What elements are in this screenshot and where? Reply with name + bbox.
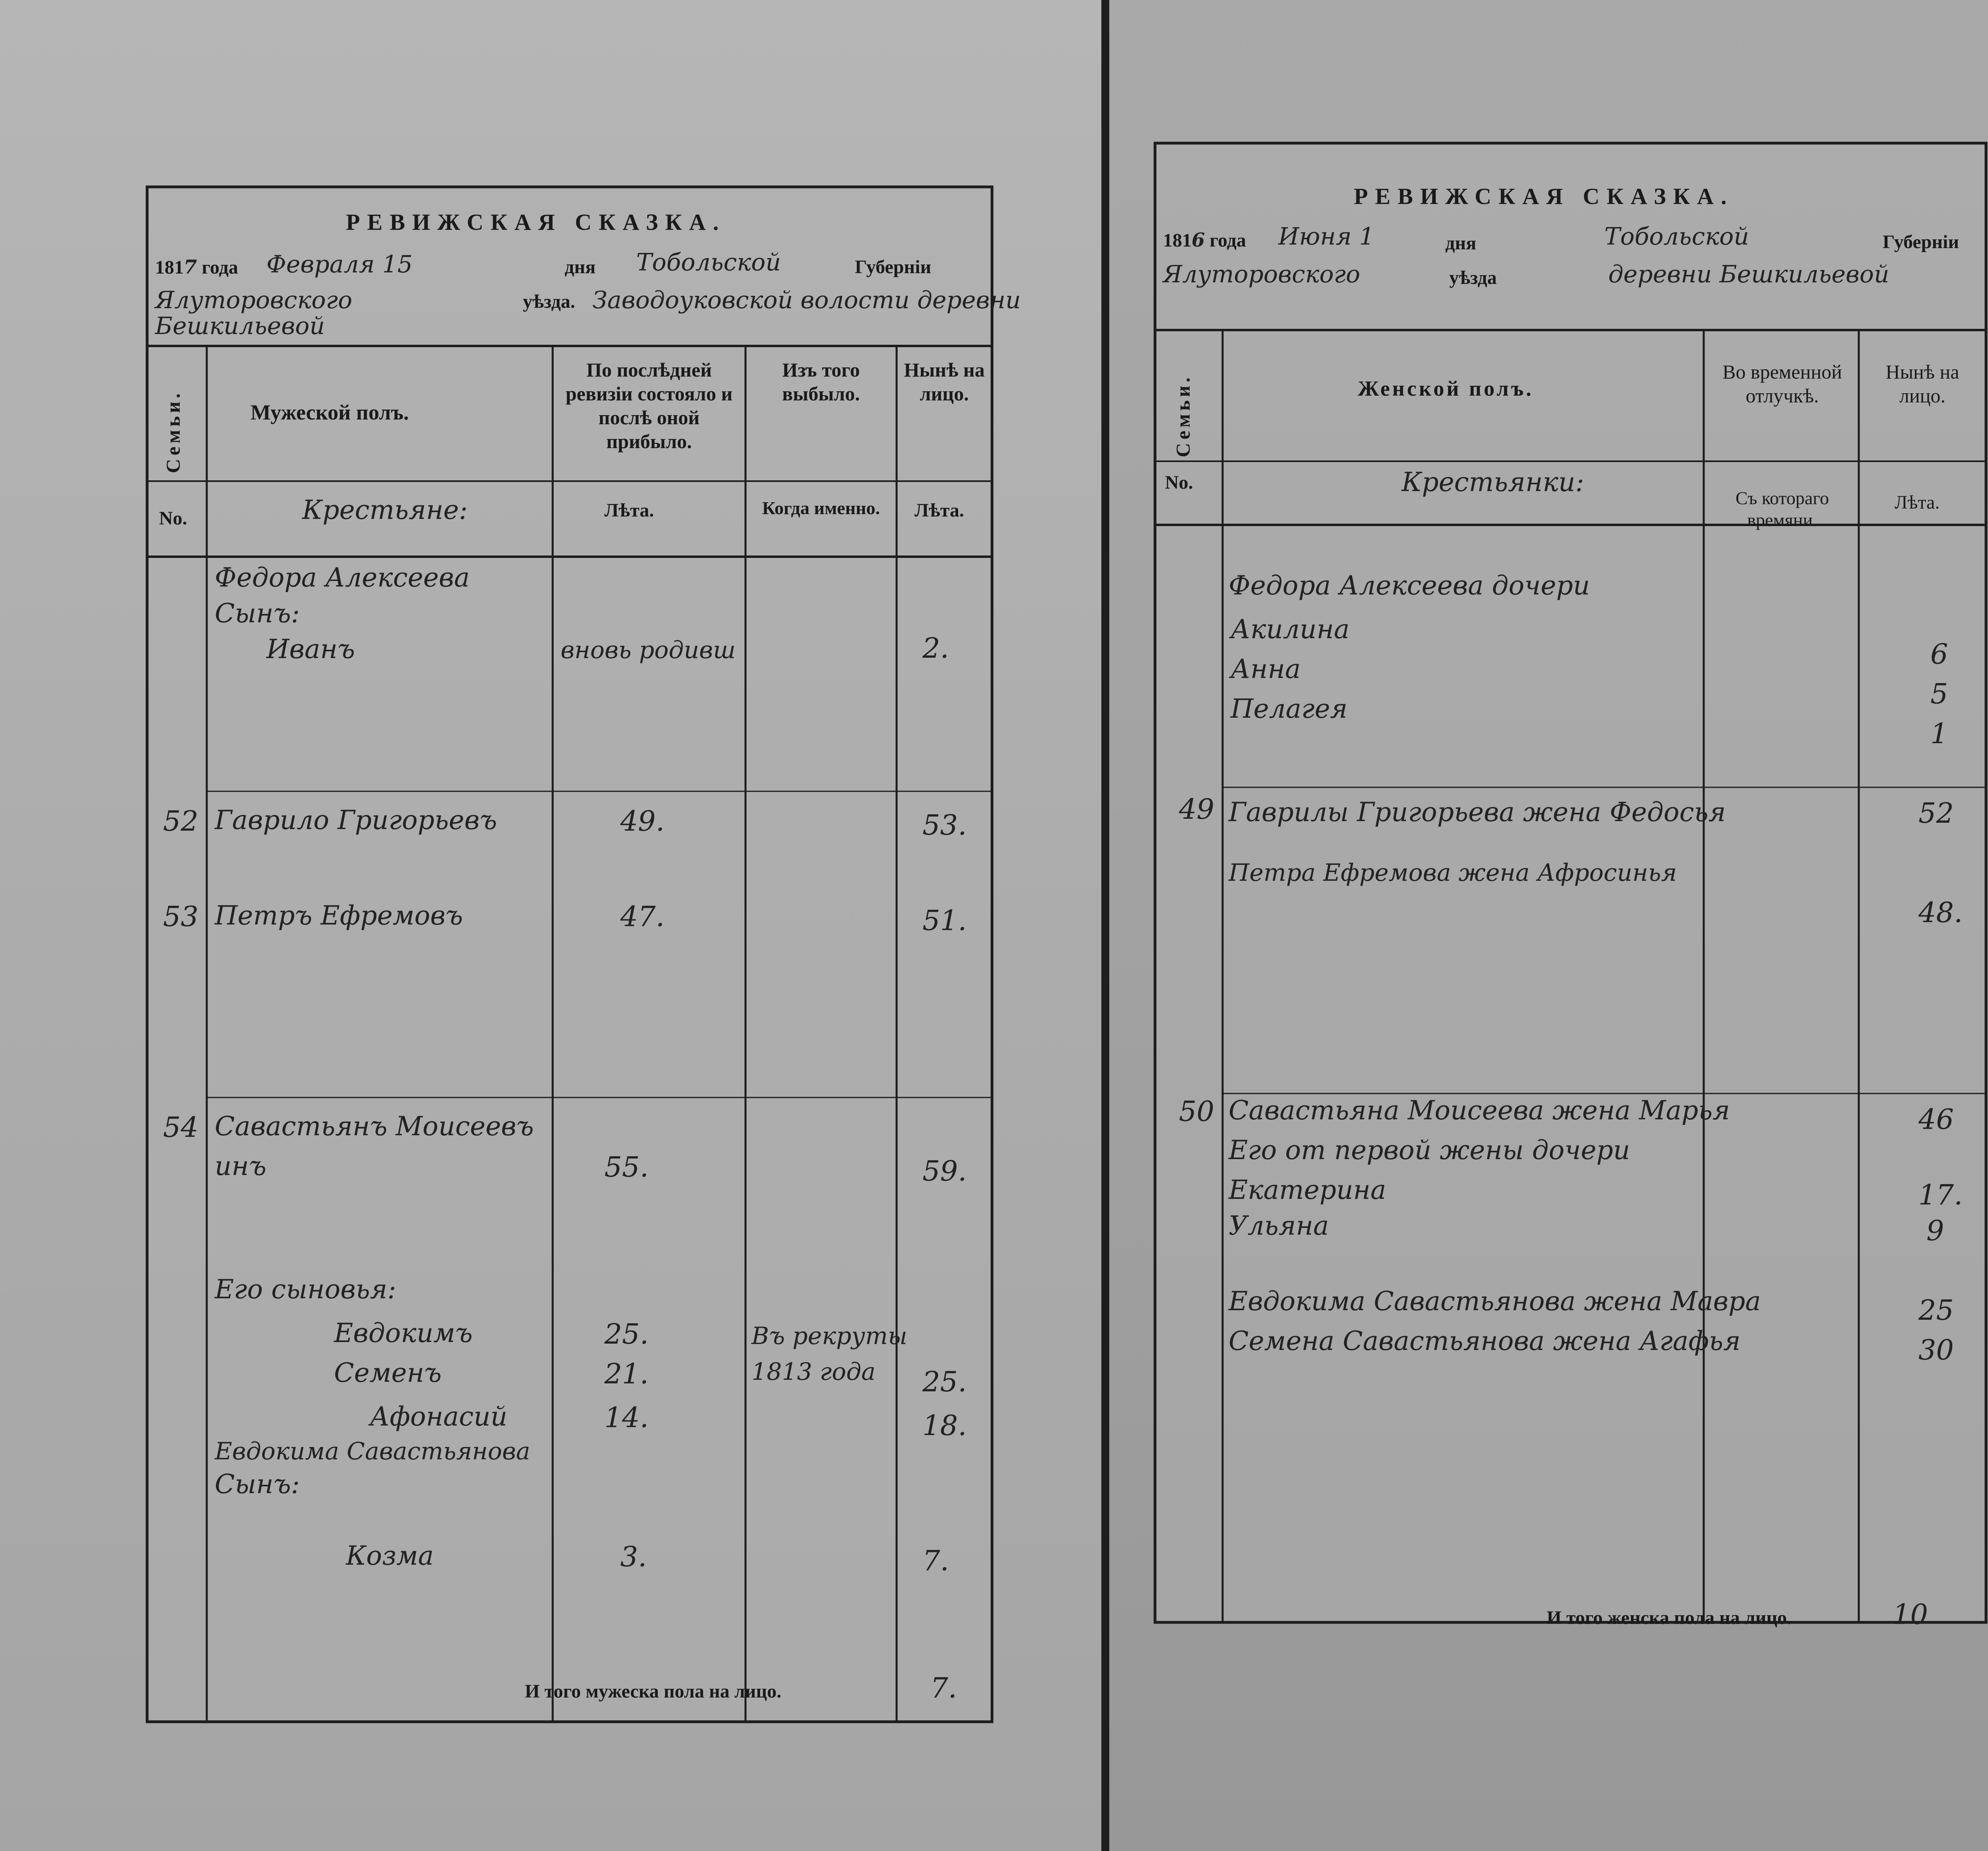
entry-name: Евдокима Савастьянова жена Мавра [1229,1286,1761,1317]
district-handwritten: Ялуторовского [1163,260,1360,288]
entry-now: 59. [922,1155,967,1187]
entry-no: 54 [163,1111,199,1144]
left-revision-form [147,187,1021,1722]
entry-now: 51. [922,904,967,937]
entry-now: 30 [1918,1334,1954,1366]
entry-name: Сынъ: [215,598,300,629]
entry-prev: 3. [620,1540,647,1573]
entry-name: Акилина [1231,614,1350,645]
column-absent: Во временной отлучкѣ. [1722,361,1842,407]
column-left: Изъ того выбыло. [782,359,860,405]
year-word: года [202,257,238,278]
form-title: РЕВИЖСКАЯ СКАЗКА. [1354,183,1734,209]
entry-name: Савастьяна Моисеева жена Марья [1229,1095,1730,1126]
entry-name: Гаврило Григорьевъ [215,805,497,835]
entry-name: Иванъ [266,634,355,664]
entry-now: 7. [922,1544,949,1577]
district-handwritten: Ялуторовского [155,286,352,314]
entry-name: Пелагея [1231,693,1348,724]
entry-now: 18. [922,1409,967,1442]
sub-no: No. [159,508,187,529]
entry-name: Анна [1231,654,1301,684]
column-present: Нынѣ на лицо. [1885,361,1959,407]
right-total-label: И того женска пола на лицо. [1547,1607,1792,1628]
entry-name: Савастьянъ Моисеевъ [215,1111,534,1142]
entry-name: Петра Ефремова жена Афросинья [1229,859,1677,887]
entry-prev: 55. [604,1151,649,1183]
entry-now: 25 [1918,1294,1954,1327]
entry-no: 52 [163,805,199,837]
entry-no: 50 [1179,1095,1215,1128]
entry-now: 25. [922,1365,967,1398]
province-handwritten: Тобольской [1604,223,1749,251]
district-word: уѣзда. [523,291,575,312]
year-word: года [1209,230,1246,251]
sub-estate: Крестьянки: [1402,467,1584,497]
province-word: Губернiи [855,256,932,278]
entry-now: 1 [1930,717,1948,750]
day-word: дня [1445,233,1476,254]
year-prefix: 181 [1163,230,1192,251]
entry-name: Петръ Ефремовъ [215,900,463,931]
year-digit: 7 [184,256,197,278]
sub-years: Лѣта. [1895,492,1940,513]
entry-now: 53. [922,809,967,841]
entry-now: 9 [1926,1214,1944,1247]
province-word: Губернiи [1883,231,1959,252]
year-digit: 6 [1192,229,1205,251]
year-prefix: 181 [155,257,184,278]
village-handwritten: Бешкильевой [155,312,325,340]
entry-name: Гаврилы Григорьева жена Федосья [1229,797,1726,827]
entry-name: Федора Алексеева дочери [1229,570,1590,601]
entry-left: 1813 года [751,1358,876,1386]
entry-now: 52 [1918,797,1954,829]
book-spine [1101,0,1109,1851]
entry-prev: 47. [620,900,665,933]
entry-name: Его сыновья: [215,1274,396,1305]
day-word: дня [565,256,596,278]
entry-prev: 14. [604,1401,649,1434]
entry-no: 53 [163,900,199,933]
entry-now: 48. [1918,896,1963,929]
sub-years2: Лѣта. [914,500,964,521]
entry-name: Афонасий [370,1401,508,1432]
entry-now: 46 [1918,1103,1954,1136]
entry-prev: 25. [604,1318,649,1350]
entry-name: Ульяна [1229,1210,1329,1241]
village-handwritten: деревни Бешкильевой [1608,260,1889,288]
entry-name: Сынъ: [215,1469,300,1499]
sub-estate: Крестьяне: [302,495,468,525]
entry-name: Федора Алексеева [215,562,470,593]
entry-now: 6 [1930,638,1948,670]
volost-handwritten: Заводоуковской волости деревни [592,286,1021,314]
column-gender: Женской полъ. [1358,377,1534,400]
form-title: РЕВИЖСКАЯ СКАЗКА. [346,209,726,235]
entry-name: Его от первой жены дочери [1229,1135,1630,1165]
entry-name: Екатерина [1229,1175,1386,1205]
entry-name: Евдокима Савастьянова [215,1437,530,1465]
column-family: Семьи. [162,390,184,473]
entry-name: Козма [346,1540,434,1571]
entry-name: инъ [215,1151,266,1181]
sub-years: Лѣта. [604,500,654,521]
column-last-revision: По послѣдней ревизiи состояло и послѣ оной прибыло. [565,359,733,453]
entry-prev: вновь родивш [561,636,736,664]
month-handwritten: Июня 1 [1278,223,1375,251]
right-total-value: 10 [1893,1598,1928,1631]
sub-no: No. [1165,472,1193,493]
column-present: Нынѣ на лицо. [904,359,985,405]
entry-now: 17. [1918,1179,1963,1211]
sub-when: Когда именно. [762,498,880,518]
entry-name: Семенъ [334,1358,442,1388]
district-word: уѣзда [1449,267,1497,288]
province-handwritten: Тобольской [636,249,781,276]
entry-now: 5 [1930,678,1948,710]
month-handwritten: Февраля 15 [266,251,413,278]
column-gender: Мужеской полъ. [250,400,409,424]
entry-prev: 21. [604,1358,649,1390]
entry-left: Въ рекруты [751,1322,907,1350]
entry-name: Евдокимъ [334,1318,473,1348]
left-total-label: И того мужеска пола на лицо. [525,1681,782,1702]
sub-since: Съ котораго времяни. [1735,488,1829,530]
entry-no: 49 [1179,793,1215,825]
left-total-value: 7. [930,1672,957,1704]
entry-name: Семена Савастьянова жена Агафья [1229,1326,1741,1356]
entry-prev: 49. [620,805,665,837]
entry-now: 2. [922,632,949,664]
right-revision-form [1155,143,1986,1622]
column-family: Семьи. [1172,374,1194,457]
